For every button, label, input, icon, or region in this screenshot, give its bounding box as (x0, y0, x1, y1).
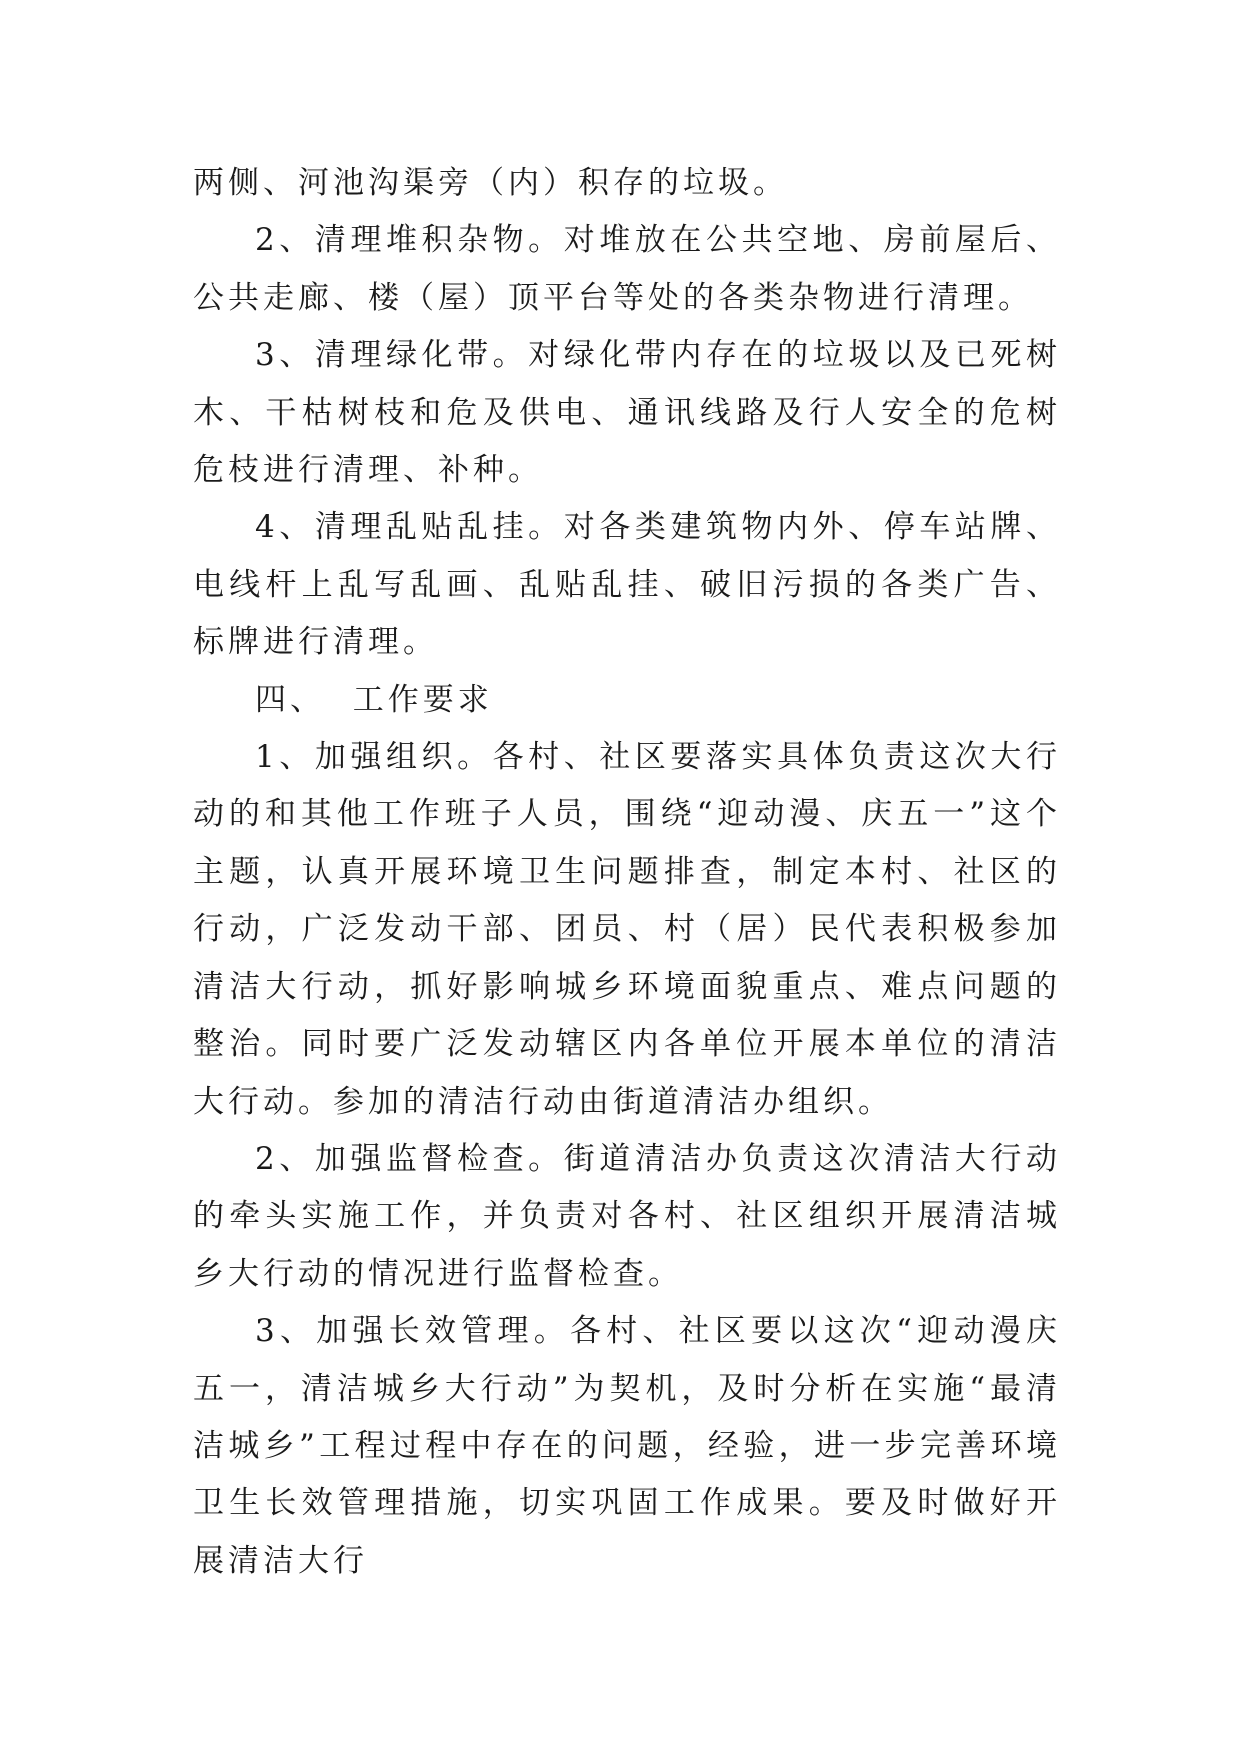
paragraph-continuation: 两侧、河池沟渠旁（内）积存的垃圾。 (193, 165, 788, 201)
section-heading-text: 四、 工作要求 (255, 681, 493, 718)
document-body (193, 155, 1061, 1590)
paragraph-req-3-long-term-management: 3、加强长效管理。各村、社区要以这次“迎动漫庆五一，清洁城乡大行动”为契机，及时分析在实施“最清洁城乡”工程过程中存在的问题，经验，进一步完善环境卫生长效管理措施，切实巩固工作成果。要及时做好开展清洁大行 (193, 1313, 1061, 1579)
paragraph-item-3-clear-greenbelt: 3、清理绿化带。对绿化带内存在的垃圾以及已死树木、干枯树枝和危及供电、通讯线路及行人安全的危树危枝进行清理、补种。 (193, 337, 1061, 489)
paragraph-req-1-organization: 1、加强组织。各村、社区要落实具体负责这次大行动的和其他工作班子人员，围绕“迎动漫、庆五一”这个主题，认真开展环境卫生问题排查，制定本村、社区的行动，广泛发动干部、团员、村（居）民代表积极参加清洁大行动，抓好影响城乡环境面貌重点、难点问题的整治。同时要广泛发动辖区内各单位开展本单位的清洁大行动。参加的清洁行动由街道清洁办组织。 (193, 739, 1061, 1120)
paragraph-item-2-clear-debris: 2、清理堆积杂物。对堆放在公共空地、房前屋后、公共走廊、楼（屋）顶平台等处的各类杂物进行清理。 (193, 222, 1061, 316)
section-heading-work-requirements (193, 672, 1061, 729)
paragraph-req-2-supervision: 2、加强监督检查。街道清洁办负责这次清洁大行动的牵头实施工作，并负责对各村、社区组织开展清洁城乡大行动的情况进行监督检查。 (193, 1140, 1061, 1292)
paragraph-item-4-clear-postings: 4、清理乱贴乱挂。对各类建筑物内外、停车站牌、电线杆上乱写乱画、乱贴乱挂、破旧污损的各类广告、标牌进行清理。 (193, 509, 1061, 661)
